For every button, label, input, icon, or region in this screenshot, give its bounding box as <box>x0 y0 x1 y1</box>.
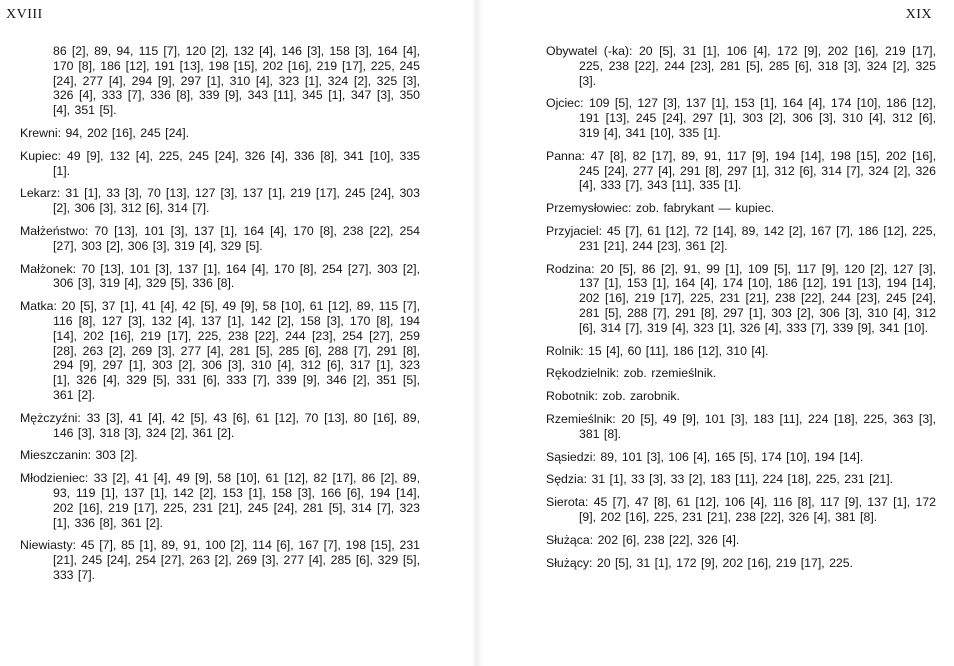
entry-term: Rolnik: <box>546 343 584 358</box>
entry-term: Mieszczanin: <box>20 448 92 463</box>
entry-term: Mężczyźni: <box>20 410 81 425</box>
entry-references: 45 [7], 61 [12], 72 [14], 89, 142 [2], 167 [7], 186 [12], 225, 231 [21], 244 [23], 361 [2]. <box>579 223 936 253</box>
entry-term: Młodzieniec: <box>20 471 89 486</box>
index-entry <box>546 366 936 381</box>
entry-term: Robotnik: <box>546 389 598 404</box>
entry-references: 33 [3], 41 [4], 42 [5], 43 [6], 61 [12], 70 [13], 80 [16], 89, 146 [3], 318 [3], 324 [2], 361 [2]. <box>53 410 420 440</box>
entry-term: Przyjaciel: <box>546 223 603 238</box>
index-entry <box>20 262 420 292</box>
entry-term: Ojciec: <box>546 96 584 111</box>
entry-references: 202 [6], 238 [22], 326 [4]. <box>597 532 740 547</box>
index-entry <box>546 44 936 88</box>
entry-term: Matka: <box>20 299 57 314</box>
index-entry <box>546 495 936 525</box>
index-entry <box>20 538 420 582</box>
book-gutter <box>471 0 483 666</box>
entry-references: 33 [2], 41 [4], 49 [9], 58 [10], 61 [12], 82 [17], 86 [2], 89, 93, 119 [1], 137 [1], 142 [2], 153 [1], 158 [3], 166 [6], 194 [14], 202 [16], 219 [17], 225, 231 [21], 245 [24], 281 [5], 314 [7], 323 [1], 336 [8], 361 [2]. <box>53 471 420 530</box>
entry-term: Panna: <box>546 148 585 163</box>
entry-term: Rękodzielnik: <box>546 366 620 381</box>
index-entry <box>20 411 420 441</box>
entry-references: 94, 202 [16], 245 [24]. <box>65 125 190 140</box>
index-entry <box>20 299 420 403</box>
right-page <box>484 0 954 666</box>
entry-term: Małżonek: <box>20 261 77 276</box>
entry-references: 20 [5], 49 [9], 101 [3], 183 [11], 224 [18], 225, 363 [3], 381 [8]. <box>579 411 936 441</box>
index-entry <box>20 471 420 530</box>
index-entry <box>546 344 936 359</box>
entry-references: 70 [13], 101 [3], 137 [1], 164 [4], 170 [8], 238 [22], 254 [27], 303 [2], 306 [3], 319 [4], 329 [5]. <box>53 223 420 253</box>
entry-term: Przemysłowiec: <box>546 201 632 216</box>
entry-term: Małżeństwo: <box>20 223 89 238</box>
entry-references: 15 [4], 60 [11], 186 [12], 310 [4]. <box>588 343 769 358</box>
entry-term: Służąca: <box>546 532 594 547</box>
index-entry <box>20 44 420 118</box>
entry-references: 303 [2]. <box>95 448 138 463</box>
index-entry <box>20 186 420 216</box>
entry-references: 109 [5], 127 [3], 137 [1], 153 [1], 164 [4], 174 [10], 186 [12], 191 [13], 245 [24], 297 [1], 303 [2], 306 [3], 310 [4], 312 [6], 319 [4], 341 [10], 335 [1]. <box>579 96 936 140</box>
entry-term: Kupiec: <box>20 148 62 163</box>
entry-references: 31 [1], 33 [3], 70 [13], 127 [3], 137 [1], 219 [17], 245 [24], 303 [2], 306 [3], 312 [6], 314 [7]. <box>53 186 420 216</box>
index-entry <box>546 389 936 404</box>
left-page <box>0 0 470 666</box>
entry-term: Sierota: <box>546 495 589 510</box>
index-entry <box>546 224 936 254</box>
entry-term: Niewiasty: <box>20 538 77 553</box>
index-entry <box>546 472 936 487</box>
entry-references: 70 [13], 101 [3], 137 [1], 164 [4], 170 [8], 254 [27], 303 [2], 306 [3], 319 [4], 329 [5], 336 [8]. <box>53 261 420 291</box>
index-entry <box>20 224 420 254</box>
index-entry <box>20 149 420 179</box>
entry-term: Krewni: <box>20 125 62 140</box>
entry-term: Rodzina: <box>546 261 595 276</box>
index-entry <box>546 262 936 336</box>
left-page-number: XVIII <box>6 7 43 22</box>
entry-references: 89, 101 [3], 106 [4], 165 [5], 174 [10], 194 [14]. <box>600 449 864 464</box>
entry-term: Sędzia: <box>546 472 588 487</box>
index-entry <box>546 533 936 548</box>
right-index-entries <box>546 44 936 578</box>
entry-term: Lekarz: <box>20 186 61 201</box>
entry-term: Sąsiedzi: <box>546 449 596 464</box>
entry-references: 49 [9], 132 [4], 225, 245 [24], 326 [4], 336 [8], 341 [10], 335 [1]. <box>53 148 421 178</box>
index-entry <box>20 448 420 463</box>
index-entry <box>546 412 936 442</box>
index-entry <box>546 201 936 216</box>
entry-references: 86 [2], 89, 94, 115 [7], 120 [2], 132 [4], 146 [3], 158 [3], 164 [4], 170 [8], 186 [12], 191 [13], 198 [15], 202 [16], 219 [17], 225, 245 [24], 277 [4], 294 [9], 297 [1], 310 [4], 323 [1], 324 [2], 325 [3], 326 [4], 333 [7], 336 [8], 339 [9], 343 [11], 345 [1], 347 [3], 350 [4], 351 [5]. <box>53 44 420 118</box>
right-page-number: XIX <box>905 7 932 22</box>
entry-references: 47 [8], 82 [17], 89, 91, 117 [9], 194 [14], 198 [15], 202 [16], 245 [24], 277 [4], 291 [8], 297 [1], 312 [6], 314 [7], 324 [2], 326 [4], 333 [7], 343 [11], 335 [1]. <box>579 148 937 193</box>
entry-references: 20 [5], 86 [2], 91, 99 [1], 109 [5], 117 [9], 120 [2], 127 [3], 137 [1], 153 [1], 164 [4], 174 [10], 186 [12], 191 [13], 194 [14], 202 [16], 219 [17], 225, 231 [21], 238 [22], 244 [23], 245 [24], 281 [5], 288 [7], 291 [8], 297 [1], 303 [2], 306 [3], 310 [4], 312 [6], 314 [7], 319 [4], 323 [1], 326 [4], 333 [7], 339 [9], 341 [10]. <box>579 261 937 335</box>
entry-references: 45 [7], 47 [8], 61 [12], 106 [4], 116 [8], 117 [9], 137 [1], 172 [9], 202 [16], 225, 231 [21], 238 [22], 326 [4], 381 [8]. <box>579 495 936 524</box>
index-entry <box>546 556 936 571</box>
entry-references: 31 [1], 33 [3], 33 [2], 183 [11], 224 [18], 225, 231 [21]. <box>591 472 894 487</box>
entry-term: Służący: <box>546 555 593 570</box>
index-entry <box>20 126 420 141</box>
index-entry <box>546 149 936 193</box>
entry-references: zob. zarobnik. <box>602 389 680 404</box>
entry-references: 45 [7], 85 [1], 89, 91, 100 [2], 114 [6], 167 [7], 198 [15], 231 [21], 245 [24], 254 [27], 263 [2], 269 [3], 277 [4], 285 [6], 329 [5], 333 [7]. <box>53 538 420 582</box>
left-index-entries <box>20 44 420 591</box>
entry-term: Obywatel (-ka): <box>546 44 633 58</box>
entry-references: 20 [5], 37 [1], 41 [4], 42 [5], 49 [9], 58 [10], 61 [12], 89, 115 [7], 116 [8], 127 [3], 132 [4], 137 [1], 142 [2], 158 [3], 170 [8], 194 [14], 202 [16], 219 [17], 225, 238 [22], 244 [23], 254 [27], 259 [28], 263 [2], 269 [3], 277 [4], 281 [5], 285 [6], 288 [7], 291 [8], 294 [9], 297 [1], 303 [2], 306 [3], 310 [4], 312 [6], 317 [1], 323 [1], 326 [4], 329 [5], 331 [6], 333 [7], 339 [9], 346 [2], 351 [5], 361 [2]. <box>53 299 421 402</box>
entry-term: Rzemieślnik: <box>546 411 616 426</box>
entry-references: 20 [5], 31 [1], 106 [4], 172 [9], 202 [16], 219 [17], 225, 238 [22], 244 [23], 281 [5], 285 [6], 318 [3], 324 [2], 325 [3]. <box>579 44 936 88</box>
entry-references: zob. rzemieślnik. <box>623 366 717 381</box>
entry-references: zob. fabrykant — kupiec. <box>635 201 775 216</box>
entry-references: 20 [5], 31 [1], 172 [9], 202 [16], 219 [17], 225. <box>596 555 854 570</box>
index-entry <box>546 96 936 140</box>
index-entry <box>546 450 936 465</box>
